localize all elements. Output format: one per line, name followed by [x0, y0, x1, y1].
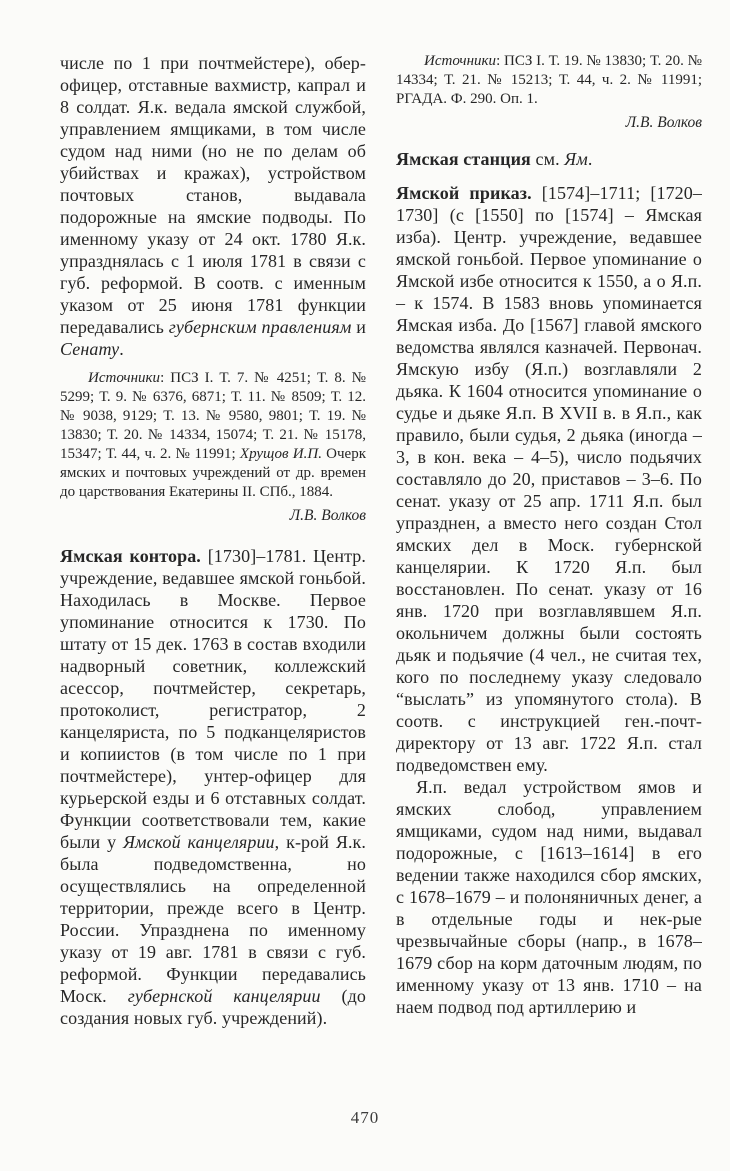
- cross-reference-yamskaya-stantsiya: Ямская станция см. Ям.: [396, 149, 593, 169]
- page-number: 470: [350, 1108, 380, 1127]
- continuation-paragraph: числе по 1 при почтмейстере), обер-офицер, отставные вахмистр, капрал и 8 солдат. Я.к. ведала ямской службой, управлением ямщиками, в том числе судом над ними (но не по делам об убийствах и кражах), устройством почтовых станов, выдавала подорожные на ямские подводы. По именному указу от 24 окт. 1780 Я.к. упразднялась с 1 июля 1781 в связи с губ. реформой. В соотв. с именным указом от 25 июня 1781 функции передавались губернским правлениям и Сенату.: [60, 53, 366, 359]
- sources-block: Источники: ПСЗ I. Т. 19. № 13830; Т. 20. № 14334; Т. 21. № 15213; Т. 44, ч. 2. № 11991; РГАДА. Ф. 290. Оп. 1.: [396, 53, 702, 107]
- author-signature: Л.В. Волков: [625, 114, 702, 131]
- right-column: [396, 52, 702, 1018]
- article-yamskoy-prikaz-paragraph-2: Я.п. ведал устройством ямов и ямских слобод, управлением ямщиками, судом над ними, выдавал подорожные, с [1613–1614] в его ведении также находился сбор ямских, с 1678–1679 – и полоняничных денег, а в отдельные годы и нек-рые чрезвычайные сборы (напр., в 1678–1679 сбор на корм даточным людям, по именному указу от 13 янв. 1710 – на наем подвод под артиллерию и: [396, 777, 702, 1017]
- sources-block: Источники: ПСЗ I. Т. 7. № 4251; Т. 8. № 5299; Т. 9. № 6376, 6871; Т. 11. № 8509; Т. 12. № 9038, 9129; Т. 13. № 9580, 9801; Т. 19. № 13830; Т. 20. № 14334, 15074; Т. 21. № 15178, 15347; Т. 44, ч. 2. № 11991; Хрущов И.П. Очерк ямских и почтовых учреждений от др. времен до царствования Екатерины II. СПб., 1884.: [60, 370, 367, 500]
- left-column: [60, 52, 366, 1029]
- author-signature: Л.В. Волков: [289, 507, 366, 524]
- article-yamskaya-kontora: Ямская контора. [1730]–1781. Центр. учреждение, ведавшее ямской гоньбой. Находилась в Москве. Первое упоминание относится к 1730. По штату от 15 дек. 1763 в состав входили надворный советник, коллежский асессор, почтмейстер, секретарь, протоколист, регистратор, 2 канцеляриста, по 5 подканцеляристов и копиистов (в том числе по 1 при почтмейстере), унтер-офицер для курьерской езды и 6 отставных солдат. Функции соответствовали тем, какие были у Ямской канцелярии, к-рой Я.к. была подведомственна, но осуществлялись на определенной территории, прежде всего в Центр. России. Упразднена по именному указу от 19 авг. 1781 в связи с губ. реформой. Функции передавались Моск. губернской канцелярии (до создания новых губ. учреждений).: [60, 546, 366, 1028]
- article-yamskoy-prikaz: Ямской приказ. [1574]–1711; [1720–1730] (с [1550] по [1574] – Ямская изба). Центр. учреждение, ведавшее ямской гоньбой. Первое упоминание о Ямской избе относится к 1550, а о Я.п. – к 1574. В 1583 вновь упоминается Ямская изба. До [1567] главой ямского ведомства являлся казначей. Первонач. Ямскую избу (Я.п.) возглавляли 2 дьяка. К 1604 относится упоминание о судье и дьяке Я.п. В XVII в. в Я.п., как правило, были судья, 2 дьяка (иногда – 3, в кон. века – 4–5), число подьячих составляло до 20, приставов – 3–6. По сенат. указу от 25 апр. 1711 Я.п. был упразднен, а вместо него создан Стол ямских дел в Моск. губернской канцелярии. К 1720 Я.п. был восстановлен. По сенат. указу от 16 янв. 1720 при возглавлявшем Я.п. окольничем должны были состоять дьяк и подьячие (4 чел., не считая тех, кого по последнему указу следовало “выслать” из упомянутого стола). В соотв. с инструкцией ген.-почт-директору от 13 авг. 1722 Я.п. стал подведомствен ему.: [396, 183, 702, 775]
